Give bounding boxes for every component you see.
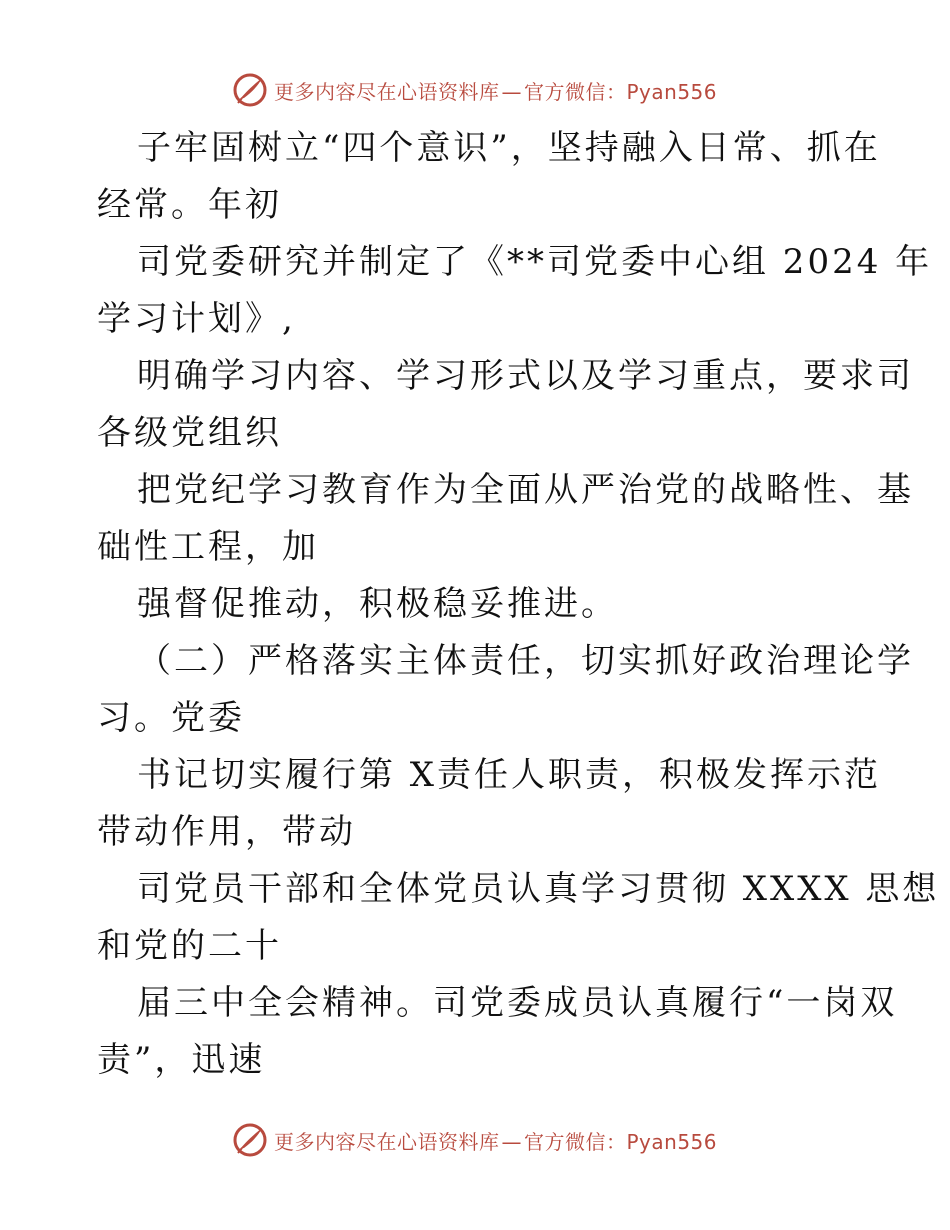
watermark-title: 更多内容尽在心语资料库 xyxy=(274,1129,500,1154)
text-line: 经常。年初 xyxy=(97,185,282,225)
text-line: 强督促推动，积极稳妥推进。 xyxy=(137,584,618,624)
quill-logo-icon xyxy=(232,72,268,108)
watermark-text xyxy=(274,1126,717,1155)
text-line: 各级党组织 xyxy=(97,413,282,453)
text-line: 书记切实履行第 X责任人职责，积极发挥示范 xyxy=(137,755,882,795)
watermark-contact: 官方微信：Pyan556 xyxy=(524,79,718,104)
text-line: 和党的二十 xyxy=(97,926,282,966)
text-line: 学习计划》, xyxy=(97,299,296,339)
watermark-dash: — xyxy=(501,79,522,104)
text-line: 责”，迅速 xyxy=(97,1040,266,1080)
text-line: 习。党委 xyxy=(97,698,245,738)
text-line: 届三中全会精神。司党委成员认真履行“一岗双 xyxy=(137,983,898,1023)
footer-watermark xyxy=(0,1120,950,1160)
text-line: 把党纪学习教育作为全面从严治党的战略性、基 xyxy=(137,470,914,510)
text-line: 明确学习内容、学习形式以及学习重点，要求司 xyxy=(137,356,914,396)
watermark-title: 更多内容尽在心语资料库 xyxy=(274,79,500,104)
text-line: 司党员干部和全体党员认真学习贯彻 XXXX 思想 xyxy=(137,869,940,909)
text-line: 司党委研究并制定了《**司党委中心组 2024 年 xyxy=(137,242,933,282)
watermark-dash: — xyxy=(501,1129,522,1154)
watermark-contact: 官方微信：Pyan556 xyxy=(524,1129,718,1154)
text-line: （二）严格落实主体责任，切实抓好政治理论学 xyxy=(137,641,914,681)
text-line: 础性工程，加 xyxy=(97,527,319,567)
watermark-text xyxy=(274,76,717,105)
header-watermark xyxy=(0,70,950,110)
text-line: 子牢固树立“四个意识”，坚持融入日常、抓在 xyxy=(137,128,881,168)
text-line: 带动作用，带动 xyxy=(97,812,356,852)
quill-logo-icon xyxy=(232,1122,268,1158)
